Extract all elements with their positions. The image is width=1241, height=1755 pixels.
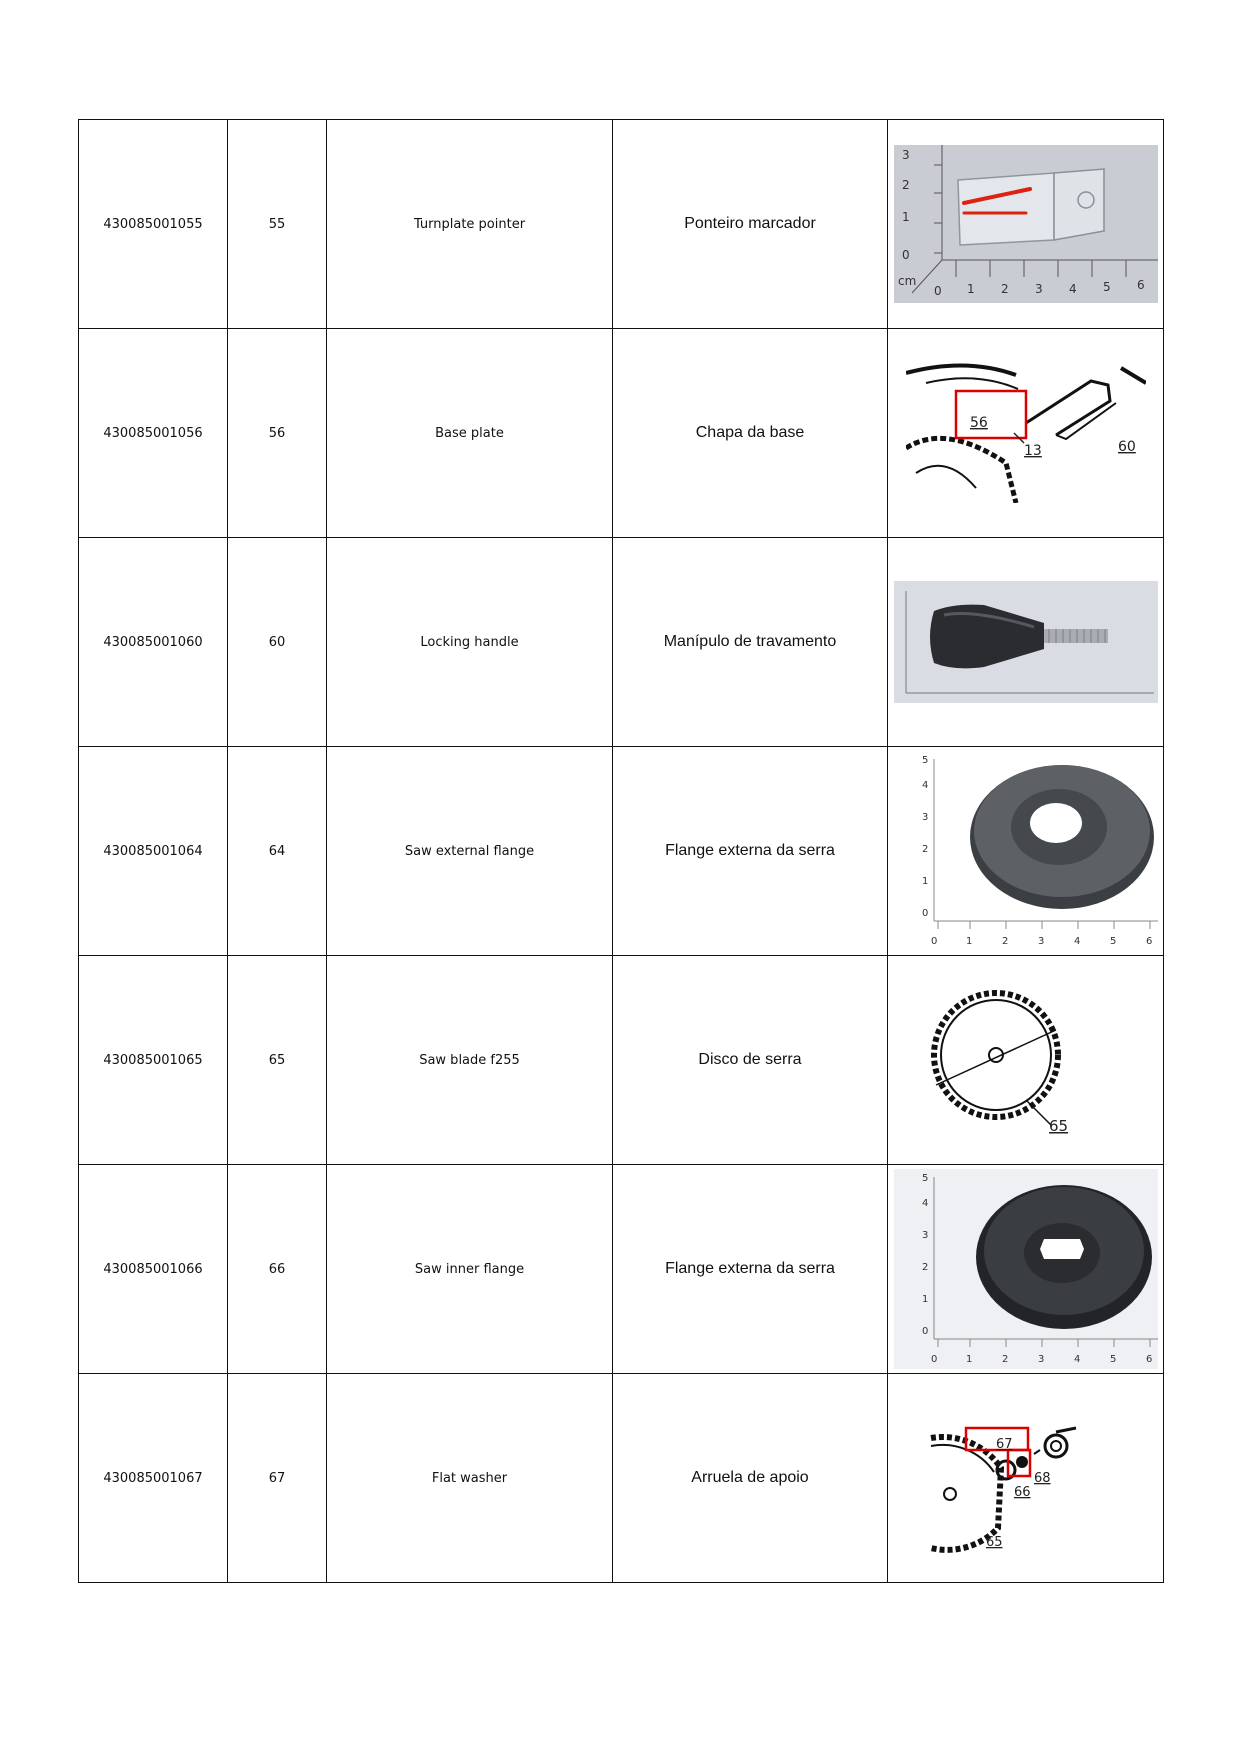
part-name-pt: Flange externa da serra	[613, 747, 888, 956]
table-row	[79, 1374, 1164, 1583]
part-ref: 56	[228, 329, 327, 538]
table-row	[79, 120, 1164, 329]
base-plate-diagram	[906, 363, 1146, 503]
part-name-en: Saw inner flange	[327, 1165, 613, 1374]
ruler-label: 2	[921, 1262, 928, 1273]
part-name-pt: Manípulo de travamento	[613, 538, 888, 747]
part-name-en: Base plate	[327, 329, 613, 538]
highlight-box	[956, 391, 1026, 438]
part-name-en: Saw blade f255	[327, 956, 613, 1165]
ruler-label: 5	[921, 1173, 928, 1184]
part-ref: 67	[228, 1374, 327, 1583]
ruler-label: 5	[1109, 936, 1116, 947]
part-image-cell	[888, 747, 1164, 956]
ruler-label: 1	[966, 282, 975, 296]
ruler-label: 3	[1037, 936, 1044, 947]
part-name-pt: Arruela de apoio	[613, 1374, 888, 1583]
part-ref: 64	[228, 747, 327, 956]
part-ref: 55	[228, 120, 327, 329]
table-row	[79, 1165, 1164, 1374]
ruler-label: 5	[1109, 1354, 1116, 1365]
ruler-label: 4	[921, 1198, 928, 1209]
ruler-label: 2	[901, 178, 910, 192]
callout-label: 65	[1048, 1117, 1068, 1135]
ruler-label: 4	[1068, 282, 1077, 296]
part-name-pt: Disco de serra	[613, 956, 888, 1165]
ruler-label: 2	[1001, 936, 1008, 947]
ruler-label: 3	[1034, 282, 1043, 296]
ruler-label: 3	[901, 148, 910, 162]
part-name-en: Saw external flange	[327, 747, 613, 956]
part-ref: 66	[228, 1165, 327, 1374]
part-code: 430085001056	[79, 329, 228, 538]
part-name-en: Turnplate pointer	[327, 120, 613, 329]
ruler-label: 1	[901, 210, 910, 224]
ruler-label: 4	[1073, 936, 1080, 947]
turnplate-pointer-photo	[894, 145, 1158, 303]
part-image-cell	[888, 329, 1164, 538]
saw-blade-diagram	[926, 985, 1126, 1135]
ruler-label: 1	[921, 876, 928, 887]
callout-label: 66	[1013, 1485, 1031, 1500]
ruler-label: 5	[921, 755, 928, 766]
ruler-label: 5	[1102, 280, 1111, 294]
part-name-en: Flat washer	[327, 1374, 613, 1583]
table-row	[79, 329, 1164, 538]
part-code: 430085001064	[79, 747, 228, 956]
ruler-label: 0	[930, 1354, 937, 1365]
part-name-pt: Chapa da base	[613, 329, 888, 538]
part-image-cell	[888, 1165, 1164, 1374]
part-name-en: Locking handle	[327, 538, 613, 747]
ruler-label: 2	[1000, 282, 1009, 296]
ruler-label: 0	[921, 908, 928, 919]
part-image-cell	[888, 120, 1164, 329]
part-code: 430085001065	[79, 956, 228, 1165]
ruler-label: 6	[1145, 936, 1152, 947]
ruler-label: 3	[921, 1230, 928, 1241]
part-code: 430085001067	[79, 1374, 228, 1583]
part-ref: 65	[228, 956, 327, 1165]
parts-table	[78, 119, 1164, 1583]
ruler-label: 0	[930, 936, 937, 947]
part-code: 430085001060	[79, 538, 228, 747]
callout-label: 68	[1033, 1471, 1051, 1486]
external-flange-photo	[894, 751, 1158, 951]
ruler-label: 3	[921, 812, 928, 823]
part-image-cell	[888, 538, 1164, 747]
ruler-label: 6	[1136, 278, 1145, 292]
ruler-label: 4	[921, 780, 928, 791]
locking-handle-photo	[894, 581, 1158, 703]
ruler-label: 6	[1145, 1354, 1152, 1365]
ruler-label: 2	[1001, 1354, 1008, 1365]
callout-label: 13	[1023, 443, 1042, 459]
ruler-label: 2	[921, 844, 928, 855]
part-image-cell	[888, 1374, 1164, 1583]
part-image-cell	[888, 956, 1164, 1165]
callout-label: 65	[985, 1535, 1003, 1550]
ruler-label: 1	[965, 1354, 972, 1365]
ruler-label: 3	[1037, 1354, 1044, 1365]
part-code: 430085001066	[79, 1165, 228, 1374]
part-name-pt: Ponteiro marcador	[613, 120, 888, 329]
callout-label: 67	[995, 1437, 1013, 1452]
part-ref: 60	[228, 538, 327, 747]
part-code: 430085001055	[79, 120, 228, 329]
inner-flange-photo	[894, 1169, 1158, 1369]
table-row	[79, 747, 1164, 956]
ruler-label: 0	[921, 1326, 928, 1337]
ruler-label: cm	[897, 274, 916, 288]
ruler-label: 4	[1073, 1354, 1080, 1365]
ruler-label: 0	[933, 284, 942, 298]
part-name-pt: Flange externa da serra	[613, 1165, 888, 1374]
ruler-label: 1	[965, 936, 972, 947]
callout-label: 60	[1117, 439, 1136, 455]
ruler-label: 1	[921, 1294, 928, 1305]
ruler-label: 0	[901, 248, 910, 262]
table-row	[79, 538, 1164, 747]
callout-label: 56	[969, 415, 988, 431]
table-row	[79, 956, 1164, 1165]
flat-washer-diagram	[926, 1398, 1126, 1558]
